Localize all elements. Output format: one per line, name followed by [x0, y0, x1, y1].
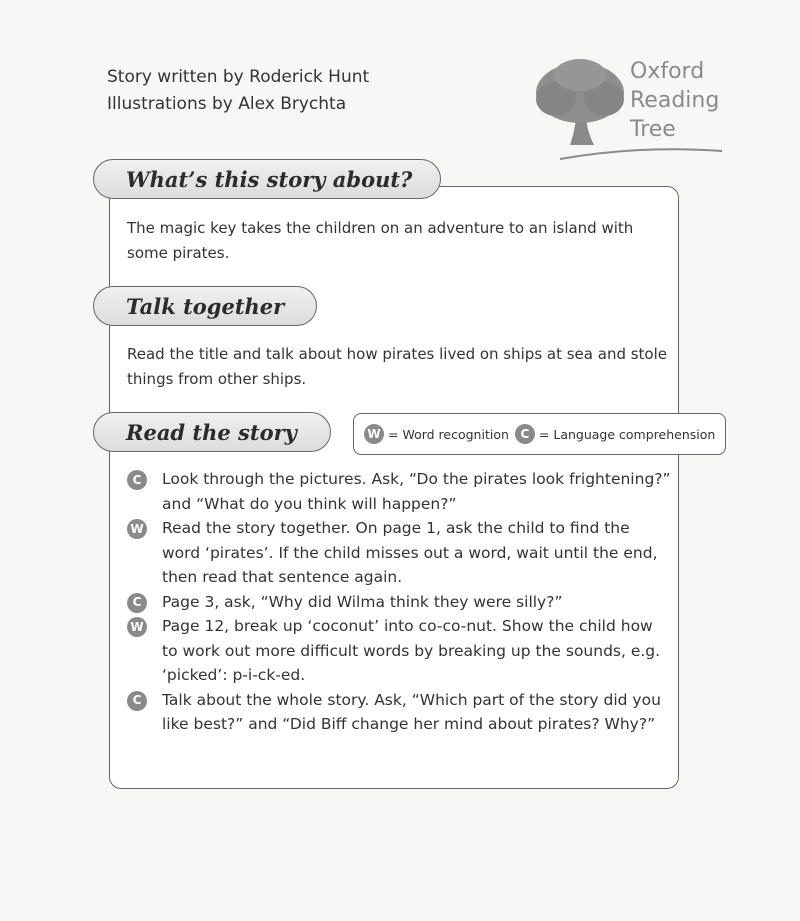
- illustrator-credit: Illustrations by Alex Brychta: [107, 94, 347, 114]
- author-credit: Story written by Roderick Hunt: [107, 67, 370, 87]
- list-item: [127, 516, 672, 590]
- comprehension-badge-icon: C: [127, 593, 147, 613]
- section-heading-about: What’s this story about?: [93, 159, 441, 199]
- list-item: [127, 614, 672, 688]
- word-badge-icon: W: [127, 617, 147, 637]
- comprehension-badge-icon: C: [127, 691, 147, 711]
- list-item-text: Page 12, break up ‘coconut’ into co-co-nut. Show the child how to work out more difficult words by breaking up the sounds, e.g. ‘picked’: p-i-ck-ed.: [162, 617, 661, 684]
- about-text: The magic key takes the children on an adventure to an island with some pirates.: [127, 219, 634, 262]
- logo-line-1: Oxford: [630, 59, 705, 84]
- comprehension-badge-icon: C: [127, 470, 147, 490]
- list-item: [127, 688, 672, 737]
- logo-line-2: Reading: [630, 88, 720, 113]
- logo-line-3: Tree: [630, 117, 676, 142]
- credits: [107, 64, 369, 118]
- list-item-text: Look through the pictures. Ask, “Do the pirates look frightening?” and “What do you think will happen?”: [162, 470, 671, 513]
- section-heading-read: Read the story: [93, 412, 331, 452]
- word-badge-icon: W: [127, 519, 147, 539]
- word-recognition-badge-icon: W: [364, 424, 384, 444]
- word-recognition-label: = Word recognition: [388, 426, 509, 442]
- list-item: [127, 590, 672, 615]
- language-comprehension-badge-icon: C: [515, 424, 535, 444]
- reading-steps-list: [127, 467, 672, 737]
- talk-text: Read the title and talk about how pirates lived on ships at sea and stole things from other ships.: [127, 345, 668, 388]
- badge-key: [353, 413, 726, 455]
- section-heading-talk: Talk together: [93, 286, 317, 326]
- list-item-text: Read the story together. On page 1, ask the child to find the word ‘pirates’. If the child misses out a word, wait until the end, then read that sentence again.: [162, 519, 658, 586]
- language-comprehension-label: = Language comprehension: [538, 426, 716, 442]
- list-item: [127, 467, 672, 516]
- list-item-text: Page 3, ask, “Why did Wilma think they were silly?”: [162, 592, 563, 611]
- list-item-text: Talk about the whole story. Ask, “Which part of the story did you like best?” and “Did Biff change her mind about pirates? Why?”: [162, 690, 661, 733]
- logo-wordmark: [630, 57, 719, 144]
- oxford-reading-tree-logo: [530, 55, 730, 165]
